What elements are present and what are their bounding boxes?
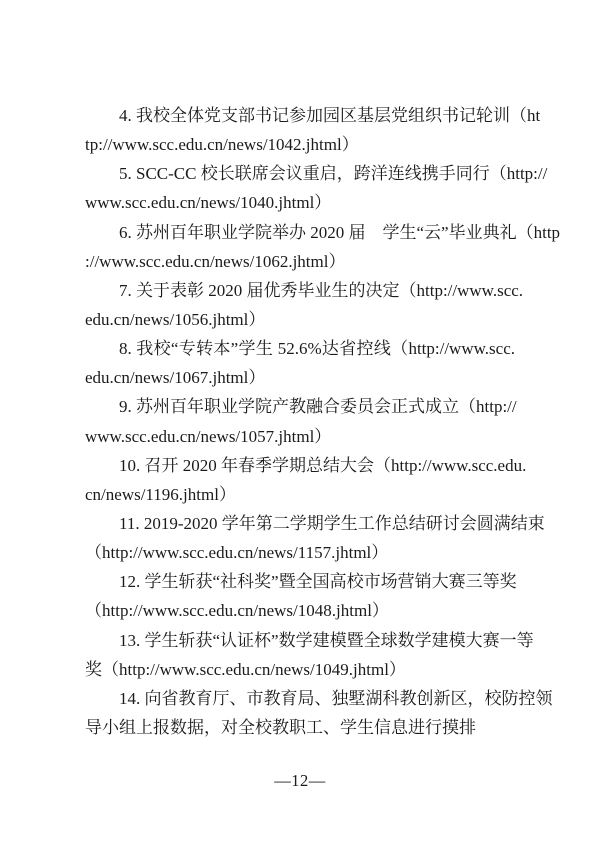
document-line: 12. 学生斩获“社科奖”暨全国高校市场营销大赛三等奖 xyxy=(119,572,517,592)
document-line: 奖（http://www.scc.edu.cn/news/1049.jhtml） xyxy=(85,659,406,679)
document-line: 4. 我校全体党支部书记参加园区基层党组织书记轮训（ht xyxy=(119,106,541,125)
document-line: 6. 苏州百年职业学院举办 2020 届 学生“云”毕业典礼（http xyxy=(119,222,561,242)
document-line: 13. 学生斩获“认证杯”数学建模暨全球数学建模大赛一等 xyxy=(119,630,534,650)
document-body xyxy=(85,101,561,742)
document-line: edu.cn/news/1067.jhtml） xyxy=(85,368,266,388)
document-line: edu.cn/news/1056.jhtml） xyxy=(85,309,266,329)
document-line: 14. 向省教育厅、市教育局、独墅湖科教创新区，校防控领 xyxy=(119,688,553,708)
document-line: 7. 关于表彰 2020 届优秀毕业生的决定（http://www.scc. xyxy=(119,280,524,300)
document-line: 9. 苏州百年职业学院产教融合委员会正式成立（http:// xyxy=(119,397,517,417)
document-line: 8. 我校“专转本”学生 52.6%达省控线（http://www.scc. xyxy=(119,339,515,359)
document-line: （http://www.scc.edu.cn/news/1048.jhtml） xyxy=(85,601,389,621)
document-line: www.scc.edu.cn/news/1057.jhtml） xyxy=(85,426,332,446)
document-line: www.scc.edu.cn/news/1040.jhtml） xyxy=(85,193,332,213)
document-line: cn/news/1196.jhtml） xyxy=(85,484,236,504)
page-number: —12— xyxy=(274,771,326,790)
document-line: （http://www.scc.edu.cn/news/1157.jhtml） xyxy=(85,543,389,563)
document-line: 导小组上报数据，对全校教职工、学生信息进行摸排 xyxy=(85,717,476,737)
document-line: 10. 召开 2020 年春季学期总结大会（http://www.scc.edu. xyxy=(119,455,527,475)
document-line: ://www.scc.edu.cn/news/1062.jhtml） xyxy=(85,251,346,271)
document-line: tp://www.scc.edu.cn/news/1042.jhtml） xyxy=(85,135,359,155)
document-line: 11. 2019-2020 学年第二学期学生工作总结研讨会圆满结束 xyxy=(119,513,545,533)
document-line: 5. SCC-CC 校长联席会议重启，跨洋连线携手同行（http:// xyxy=(119,164,548,184)
